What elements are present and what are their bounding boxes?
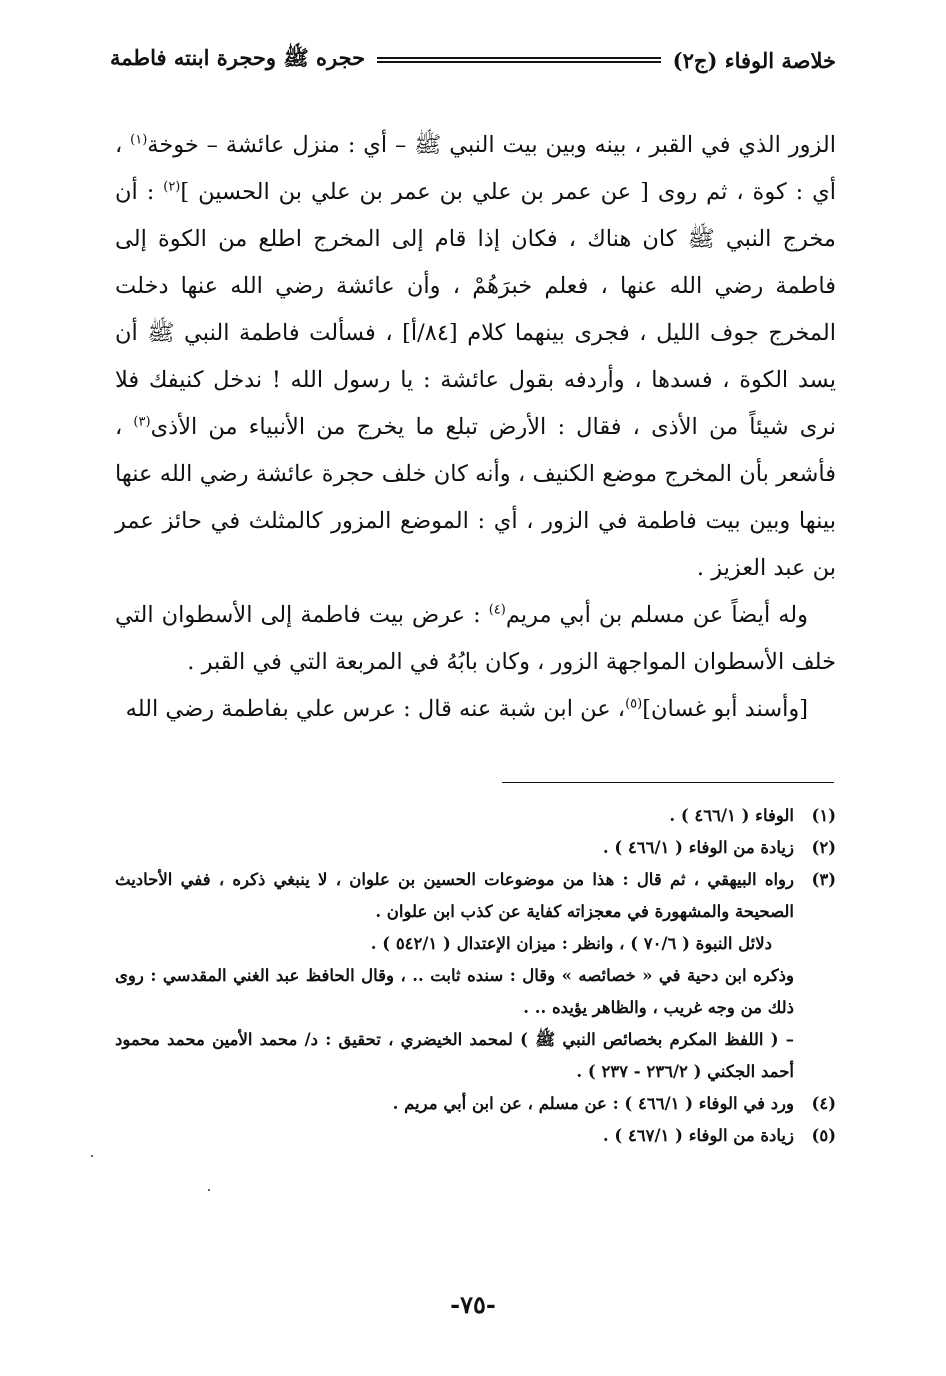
- footnote-3: [115, 864, 836, 928]
- footnote-text: الوفاء ( ٤٦٦/١ ) .: [669, 806, 794, 825]
- text-run: ، عن ابن شبة عنه قال : عرس علي بفاطمة رضي الله: [125, 696, 626, 722]
- footnote-ref-3: (٣): [133, 414, 151, 430]
- footnote-text: زيادة من الوفاء ( ٤٦٧/١ ) .: [602, 1126, 794, 1145]
- footnotes: [115, 800, 836, 1152]
- text-run: وله أيضاً عن مسلم بن أبي مريم: [505, 602, 808, 628]
- footnote-1: [115, 800, 836, 832]
- footnote-separator: [502, 782, 834, 783]
- text-run: ، فأشعر بأن المخرج موضع الكنيف ، وأنه كان خلف حجرة عائشة رضي الله عنها بينها وبين بيت فاطمة في الزور ، أي : الموضع المزور كالمثلث في حائز عمر بن عبد العزيز .: [115, 414, 836, 581]
- paragraph-1: [115, 122, 836, 592]
- main-text: [115, 122, 836, 733]
- footnote-text: زيادة من الوفاء ( ٤٦٦/١ ) .: [602, 838, 794, 857]
- text-run: : أن مخرج النبي ﷺ كان هناك ، فكان إذا قام إلى المخرج اطلع من الكوة إلى فاطمة رضي الله عنها ، فعلم خبرَهُمْ ، وأن عائشة رضي الله عنها دخلت المخرج جوف الليل ، فجرى بينهما كلام [٨٤/أ] ، فسألت فاطمة النبي ﷺ أن يسد الكوة ، فسدها ، وأردفه بقول عائشة : يا رسول الله ! ندخل كنيفك فلا نرى شيئاً من الأذى ، فقال : الأرض تبلع ما يخرج من الأنبياء من الأذى: [115, 179, 836, 440]
- scan-speck: [208, 1189, 210, 1191]
- paragraph-3: [115, 686, 836, 733]
- footnote-4: [115, 1088, 836, 1120]
- text-run: [وأسند أبو غسان]: [642, 696, 808, 722]
- footnote-ref-5: (٥): [625, 696, 643, 712]
- footnote-ref-4: (٤): [488, 602, 506, 618]
- footnote-number: (٥): [811, 1126, 836, 1145]
- running-header: [110, 40, 836, 80]
- book-title: خلاصة الوفاء (ج٢): [672, 47, 836, 73]
- footnote-number: (٢): [811, 838, 836, 857]
- chapter-title: حجره ﷺ وحجرة ابنته فاطمة: [110, 44, 366, 70]
- text-run: : عرض بيت فاطمة إلى الأسطوان التي خلف الأسطوان المواجهة الزور ، وكان بابُهُ في المربعة التي في القبر .: [115, 602, 836, 675]
- footnote-text: رواه البيهقي ، ثم قال : هذا من موضوعات الحسين بن علوان ، لا ينبغي ذكره ، ففي الأحاديث الصحيحة والمشهورة في معجزاته كفاية عن كذب ابن علوان .: [115, 870, 794, 921]
- footnote-number: (٤): [811, 1094, 836, 1113]
- footnote-2: [115, 832, 836, 864]
- page-number: -٧٥-: [450, 1290, 496, 1319]
- footnote-3-continuation: وذكره ابن دحية في « خصائصه » وقال : سنده ثابت .. ، وقال الحافظ عبد الغني المقدسي : روى ذلك من وجه غريب ، والظاهر يؤيده .. .: [115, 966, 794, 1017]
- text-run: الزور الذي في القبر ، بينه وبين بيت النبي ﷺ – أي : منزل عائشة – خوخة: [147, 132, 836, 158]
- footnote-5: [115, 1120, 836, 1152]
- footnote-ref-1: (١): [130, 132, 148, 148]
- footnote-number: (١): [811, 806, 836, 825]
- footnote-ref-2: (٢): [163, 179, 181, 195]
- footnote-text: ورد في الوفاء ( ٤٦٦/١ ) : عن مسلم ، عن ابن أبي مريم .: [392, 1094, 794, 1113]
- footnote-3-reference: – ( اللفظ المكرم بخصائص النبي ﷺ ) لمحمد الخيضري ، تحقيق : د/ محمد الأمين محمد محمود أحمد الجكني ( ٢٣٦/٢ - ٢٣٧ ) .: [115, 1030, 794, 1081]
- scan-speck: [91, 1155, 93, 1157]
- paragraph-2: [115, 592, 836, 686]
- header-rule: [377, 57, 661, 63]
- footnote-number: (٣): [811, 870, 836, 889]
- footnote-3-source: دلائل النبوة ( ٧٠/٦ ) ، وانظر : ميزان الإعتدال ( ٥٤٢/١ ) .: [370, 934, 772, 953]
- text-run: ، أي : كوة ، ثم روى [ عن عمر بن علي بن عمر بن علي بن الحسين ]: [115, 132, 836, 205]
